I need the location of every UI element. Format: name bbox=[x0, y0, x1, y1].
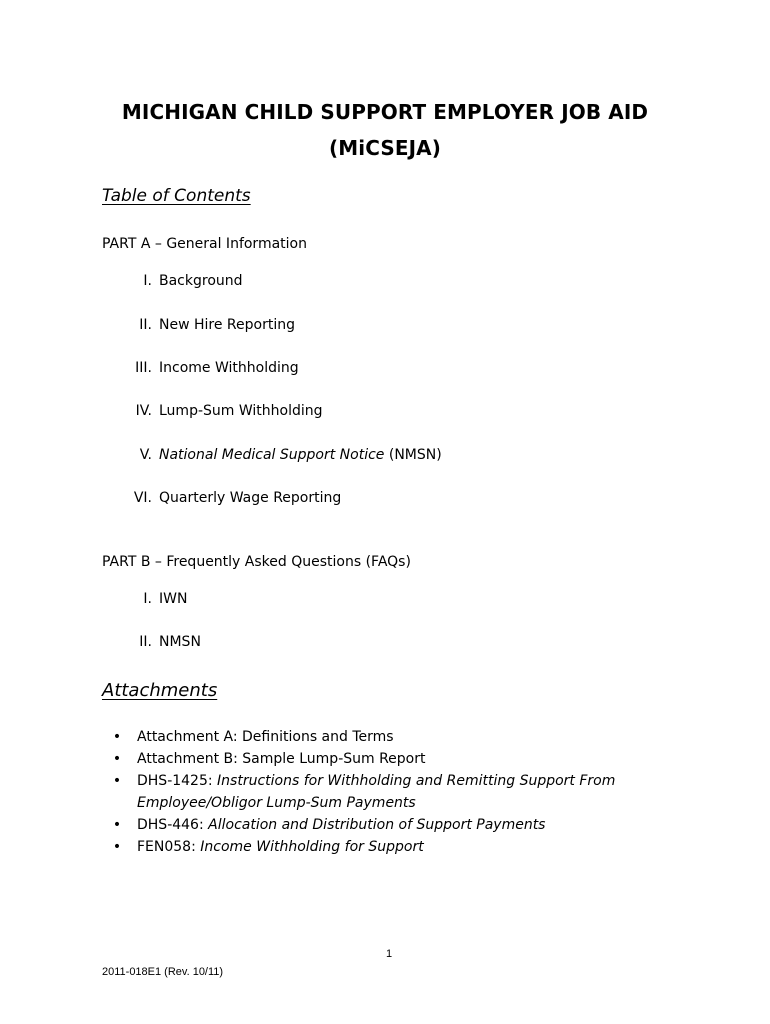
toc-item-number: VI. bbox=[133, 490, 152, 506]
toc-heading: Table of Contents bbox=[102, 186, 251, 206]
document-subtitle: (MiCSEJA) bbox=[329, 136, 441, 160]
part-a-label: PART A – General Information bbox=[102, 236, 307, 252]
toc-item-background: Background bbox=[159, 273, 243, 289]
toc-item-income-withholding: Income Withholding bbox=[159, 360, 299, 376]
attachment-fen058-title: Income Withholding for Support bbox=[200, 839, 424, 855]
bullet-icon: • bbox=[112, 817, 122, 833]
list-item bbox=[110, 726, 730, 748]
bullet-icon: • bbox=[112, 751, 122, 767]
list-item bbox=[110, 836, 730, 858]
bullet-icon: • bbox=[112, 729, 122, 745]
attachment-dhs-1425-code: DHS-1425: bbox=[137, 773, 218, 789]
toc-item-number: II. bbox=[139, 634, 152, 650]
toc-item-lump-sum: Lump-Sum Withholding bbox=[159, 403, 323, 419]
attachment-a: Attachment A: Definitions and Terms bbox=[137, 729, 394, 745]
list-item bbox=[110, 770, 730, 814]
form-number: 2011-018E1 (Rev. 10/11) bbox=[102, 966, 224, 978]
list-item bbox=[110, 814, 730, 836]
toc-item-number: I. bbox=[143, 273, 152, 289]
attachments-list bbox=[110, 726, 730, 858]
toc-item-number: II. bbox=[139, 317, 152, 333]
toc-item-nmsn-suffix: (NMSN) bbox=[384, 447, 442, 463]
toc-item-nmsn-italic: National Medical Support Notice bbox=[159, 447, 385, 463]
attachment-fen058-code: FEN058: bbox=[137, 839, 201, 855]
toc-item-new-hire: New Hire Reporting bbox=[159, 317, 295, 333]
toc-item-quarterly-wage: Quarterly Wage Reporting bbox=[159, 490, 342, 506]
toc-item-number: III. bbox=[135, 360, 152, 376]
list-item bbox=[110, 748, 730, 770]
bullet-icon: • bbox=[112, 773, 122, 789]
part-b-label: PART B – Frequently Asked Questions (FAQs) bbox=[102, 554, 411, 570]
toc-item-number: V. bbox=[139, 447, 152, 463]
attachment-dhs-1425-title: Instructions for Withholding and Remitting Support From Employee/Obligor Lump-Sum Payments bbox=[137, 773, 616, 811]
toc-item-nmsn-faq: NMSN bbox=[159, 634, 201, 650]
bullet-icon: • bbox=[112, 839, 122, 855]
toc-item-nmsn bbox=[159, 447, 442, 463]
attachment-b: Attachment B: Sample Lump-Sum Report bbox=[137, 751, 426, 767]
attachments-heading: Attachments bbox=[102, 680, 218, 701]
toc-item-number: IV. bbox=[135, 403, 152, 419]
toc-item-iwn: IWN bbox=[159, 591, 188, 607]
attachment-dhs-446-code: DHS-446: bbox=[137, 817, 209, 833]
attachment-dhs-446-title: Allocation and Distribution of Support Payments bbox=[208, 817, 546, 833]
toc-item-number: I. bbox=[143, 591, 152, 607]
page-number: 1 bbox=[386, 948, 393, 960]
document-title: MICHIGAN CHILD SUPPORT EMPLOYER JOB AID bbox=[121, 100, 649, 124]
